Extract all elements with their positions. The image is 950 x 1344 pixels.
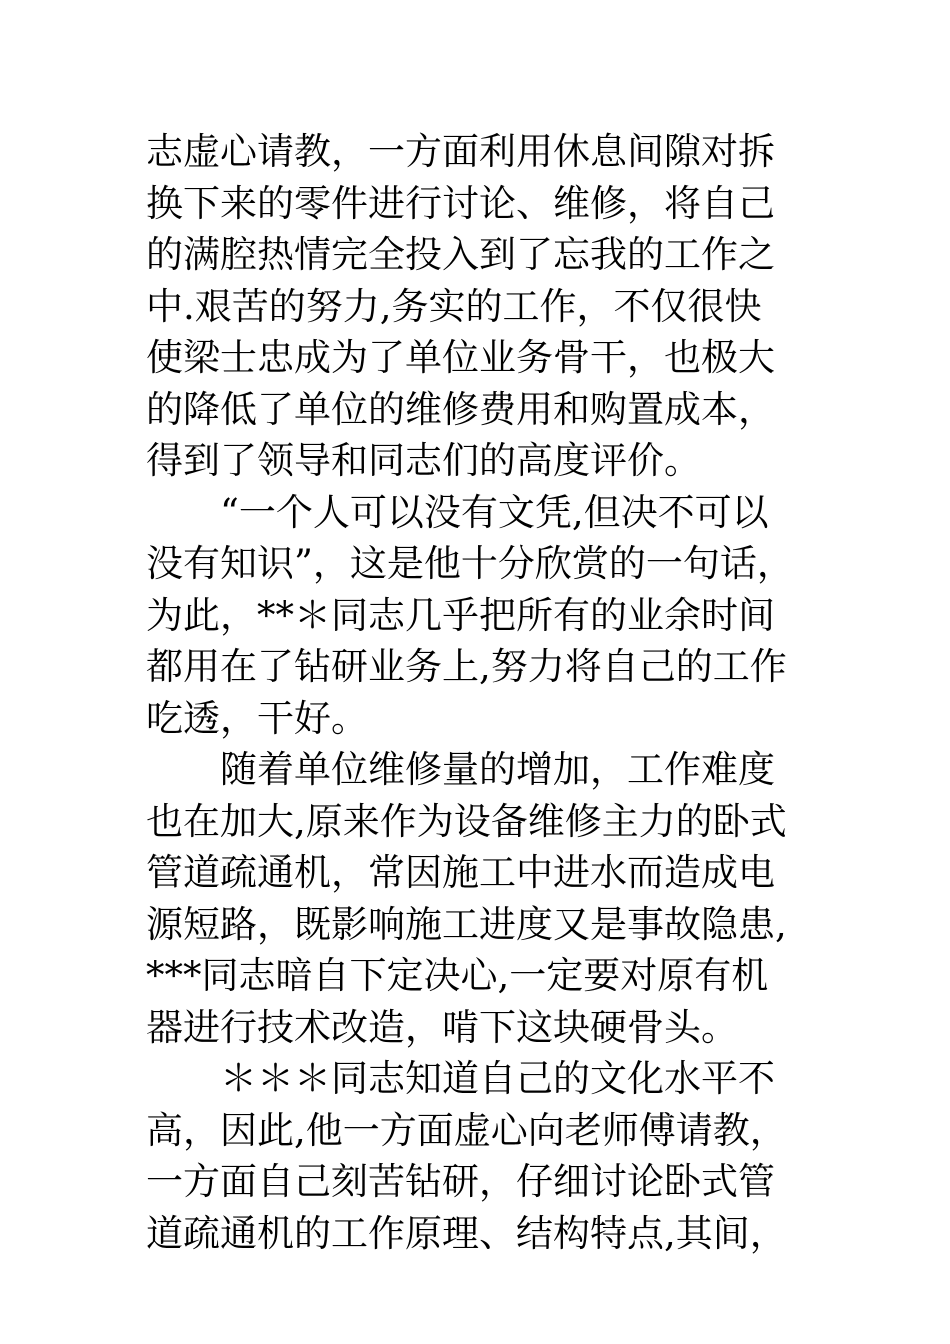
text-line: 道疏通机的工作原理、结构特点,其间， [146, 1211, 787, 1255]
text-line: 为此，**＊同志几乎把所有的业余时间 [146, 593, 775, 637]
text-line: 使梁士忠成为了单位业务骨干，也极大 [146, 336, 775, 379]
text-line: 得到了领导和同志们的高度评价。 [146, 439, 701, 482]
text-line: 管道疏通机，常因施工中进水而造成电 [146, 851, 775, 894]
text-line: 都用在了钻研业务上,努力将自己的工作 [146, 645, 787, 688]
body-text [146, 126, 816, 1259]
text-line: 中.艰苦的努力,务实的工作，不仅很快 [146, 284, 762, 328]
text-line: 高，因此,他一方面虚心向老师傅请教， [146, 1108, 787, 1152]
text-line: 也在加大,原来作为设备维修主力的卧式 [146, 799, 787, 843]
text-line: 换下来的零件进行讨论、维修，将自己 [146, 181, 775, 225]
paragraph-first-line: “一个人可以没有文凭,但决不可以 [220, 490, 769, 534]
text-line: ***同志暗自下定决心,一定要对原有机 [146, 954, 769, 997]
text-line: 一方面自己刻苦钻研，仔细讨论卧式管 [146, 1160, 775, 1203]
paragraph-first-line: ＊＊＊同志知道自己的文化水平不 [220, 1057, 775, 1100]
text-line: 志虚心请教，一方面利用休息间隙对拆 [146, 130, 775, 173]
text-line: 的降低了单位的维修费用和购置成本， [146, 387, 775, 431]
text-line: 吃透，干好。 [146, 696, 368, 740]
text-line: 器进行技术改造，啃下这块硬骨头。 [146, 1005, 738, 1049]
paragraph-first-line: 随着单位维修量的增加，工作难度 [220, 748, 775, 791]
text-line: 的满腔热情完全投入到了忘我的工作之 [146, 233, 775, 276]
text-line: 源短路，既影响施工进度又是事故隐患, [146, 902, 787, 946]
text-line: 没有知识”，这是他十分欣赏的一句话， [146, 542, 794, 585]
